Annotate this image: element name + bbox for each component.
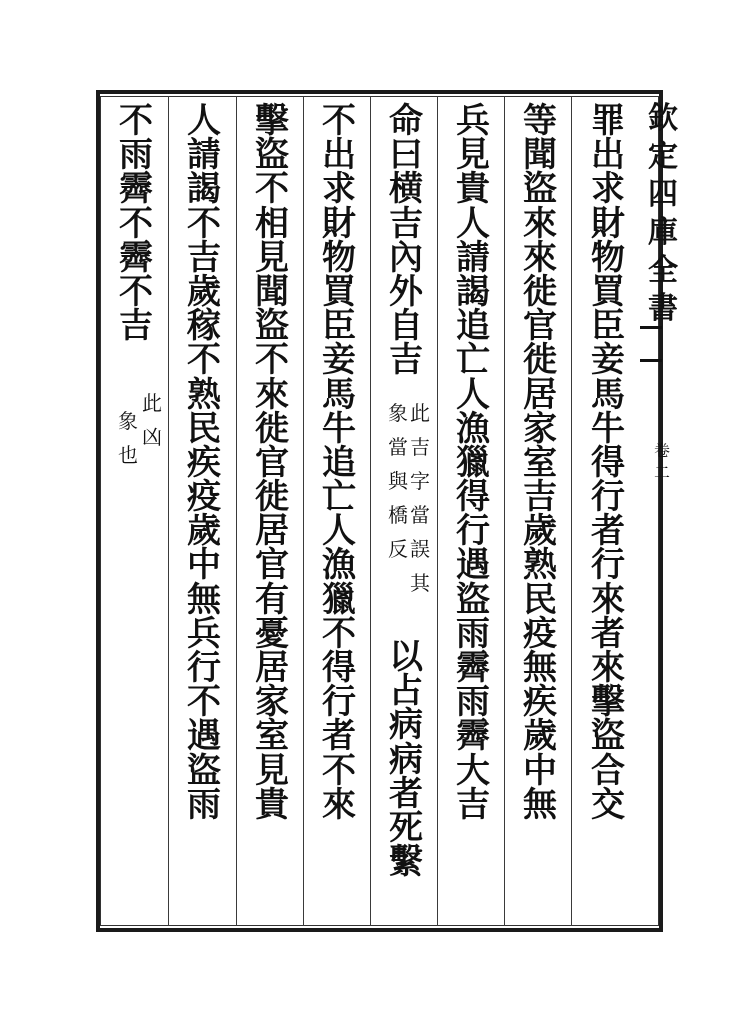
text-char: 人 bbox=[456, 203, 490, 244]
text-char: 謁 bbox=[187, 169, 221, 210]
margin-title-char: 定 bbox=[648, 139, 678, 174]
text-char: 民 bbox=[187, 408, 221, 449]
text-char: 盜 bbox=[255, 306, 289, 347]
text-char: 行 bbox=[456, 511, 490, 552]
note-char: 吉 bbox=[410, 435, 430, 459]
text-char: 不 bbox=[187, 682, 221, 723]
text-char: 徙 bbox=[255, 477, 289, 518]
text-char: 横 bbox=[389, 169, 423, 210]
text-char: 熟 bbox=[187, 374, 221, 415]
text-char: 吉 bbox=[389, 340, 423, 381]
text-char: 不 bbox=[255, 340, 289, 381]
text-char: 家 bbox=[523, 408, 557, 449]
text-char: 霽 bbox=[119, 237, 153, 278]
text-char: 來 bbox=[591, 648, 625, 688]
text-char: 者 bbox=[389, 773, 423, 814]
text-char: 妾 bbox=[322, 340, 356, 381]
text-char: 貴 bbox=[255, 784, 289, 825]
text-char: 不 bbox=[255, 169, 289, 210]
text-char: 不 bbox=[322, 750, 356, 791]
text-char: 漁 bbox=[322, 545, 356, 586]
column-rule bbox=[370, 96, 371, 926]
text-char: 徙 bbox=[255, 408, 289, 449]
text-char: 聞 bbox=[255, 271, 289, 312]
text-char: 雨 bbox=[456, 613, 490, 654]
text-char: 吉 bbox=[119, 306, 153, 347]
text-char: 物 bbox=[591, 237, 625, 278]
text-char: 有 bbox=[255, 579, 289, 620]
text-char: 雨 bbox=[456, 682, 490, 723]
note-char: 其 bbox=[410, 571, 430, 595]
text-char: 臣 bbox=[591, 306, 625, 347]
text-char: 盜 bbox=[591, 716, 625, 757]
text-char: 病 bbox=[389, 705, 423, 746]
text-column-6 bbox=[250, 101, 294, 825]
margin-volume-char: 卷 bbox=[653, 441, 670, 460]
text-char: 盜 bbox=[456, 579, 490, 620]
text-char: 不 bbox=[119, 101, 153, 141]
text-char: 行 bbox=[591, 477, 625, 518]
note-char: 象 bbox=[118, 409, 138, 433]
text-char: 歲 bbox=[187, 511, 221, 552]
text-char: 來 bbox=[523, 237, 557, 278]
text-char: 雨 bbox=[119, 135, 153, 176]
text-char: 妾 bbox=[591, 340, 625, 381]
text-char: 曰 bbox=[389, 135, 423, 176]
text-char: 合 bbox=[591, 750, 625, 791]
text-char: 物 bbox=[322, 237, 356, 278]
text-char: 不 bbox=[322, 101, 356, 141]
text-char: 疾 bbox=[187, 442, 221, 483]
text-char: 買 bbox=[322, 271, 356, 312]
text-char: 歲 bbox=[187, 271, 221, 312]
text-char: 聞 bbox=[523, 135, 557, 176]
text-char: 馬 bbox=[322, 374, 356, 415]
text-column-1 bbox=[586, 101, 630, 825]
text-char: 稼 bbox=[187, 306, 221, 347]
note-char: 此 bbox=[410, 401, 430, 425]
text-char: 民 bbox=[523, 579, 557, 620]
text-column-7 bbox=[182, 101, 226, 825]
text-char: 自 bbox=[389, 306, 423, 347]
text-char: 擊 bbox=[591, 682, 625, 723]
text-char: 得 bbox=[591, 442, 625, 483]
column-rule bbox=[168, 96, 169, 926]
column-rule bbox=[236, 96, 237, 926]
text-char: 出 bbox=[322, 135, 356, 176]
text-char: 等 bbox=[523, 101, 557, 141]
text-char: 來 bbox=[322, 784, 356, 825]
text-char: 疾 bbox=[523, 682, 557, 723]
text-char: 歲 bbox=[523, 716, 557, 757]
text-char: 獵 bbox=[322, 579, 356, 620]
text-char: 亡 bbox=[322, 477, 356, 518]
text-char: 無 bbox=[187, 579, 221, 620]
text-char: 獵 bbox=[456, 442, 490, 483]
text-char: 不 bbox=[119, 203, 153, 244]
text-char: 行 bbox=[187, 648, 221, 688]
text-char: 見 bbox=[255, 237, 289, 278]
text-char: 不 bbox=[119, 271, 153, 312]
text-char: 吉 bbox=[523, 477, 557, 518]
text-char: 亡 bbox=[456, 340, 490, 381]
text-char: 牛 bbox=[322, 408, 356, 449]
text-char: 人 bbox=[456, 374, 490, 415]
text-char: 行 bbox=[322, 682, 356, 723]
text-char: 吉 bbox=[187, 237, 221, 278]
note-char: 象 bbox=[388, 401, 408, 425]
text-char: 官 bbox=[255, 442, 289, 483]
text-char: 者 bbox=[591, 511, 625, 552]
text-char: 得 bbox=[322, 648, 356, 688]
text-char: 請 bbox=[456, 237, 490, 278]
text-column-2 bbox=[518, 101, 562, 825]
text-char: 不 bbox=[187, 203, 221, 244]
annotation-note-right bbox=[140, 386, 164, 454]
text-char: 相 bbox=[255, 203, 289, 244]
text-char: 中 bbox=[523, 750, 557, 791]
text-char: 霽 bbox=[456, 716, 490, 757]
text-char: 死 bbox=[389, 807, 423, 848]
note-char: 與 bbox=[388, 469, 408, 493]
text-char: 求 bbox=[591, 169, 625, 210]
note-char: 此 bbox=[142, 391, 162, 415]
text-char: 徙 bbox=[523, 340, 557, 381]
text-char: 吉 bbox=[456, 784, 490, 825]
text-char: 兵 bbox=[187, 613, 221, 654]
column-rule bbox=[303, 96, 304, 926]
text-char: 盜 bbox=[523, 169, 557, 210]
text-char: 牛 bbox=[591, 408, 625, 449]
text-char: 霽 bbox=[456, 648, 490, 688]
text-char: 疫 bbox=[187, 477, 221, 518]
text-column-8 bbox=[114, 101, 158, 347]
annotation-note-right bbox=[408, 396, 432, 600]
text-char: 罪 bbox=[591, 101, 625, 141]
text-char: 歲 bbox=[523, 511, 557, 552]
text-char: 遇 bbox=[187, 716, 221, 757]
text-column-5 bbox=[317, 101, 361, 825]
text-column-4-upper bbox=[384, 101, 428, 381]
text-char: 得 bbox=[456, 477, 490, 518]
column-rule bbox=[571, 96, 572, 926]
text-char: 買 bbox=[591, 271, 625, 312]
text-char: 吉 bbox=[389, 203, 423, 244]
text-column-3 bbox=[451, 101, 495, 825]
text-char: 憂 bbox=[255, 613, 289, 654]
text-char: 擊 bbox=[255, 101, 289, 141]
annotation-note-left bbox=[386, 396, 410, 566]
note-char: 當 bbox=[388, 435, 408, 459]
text-char: 盜 bbox=[255, 135, 289, 176]
note-char: 凶 bbox=[142, 425, 162, 449]
text-char: 者 bbox=[322, 716, 356, 757]
text-char: 財 bbox=[591, 203, 625, 244]
note-char: 字 bbox=[410, 469, 430, 493]
text-char: 居 bbox=[523, 374, 557, 415]
text-char: 無 bbox=[523, 648, 557, 688]
text-char: 兵 bbox=[456, 101, 490, 141]
text-char: 大 bbox=[456, 750, 490, 791]
margin-title-char: 欽 bbox=[648, 101, 678, 136]
text-char: 室 bbox=[255, 716, 289, 757]
text-char: 熟 bbox=[523, 545, 557, 586]
annotation-note-left bbox=[116, 404, 140, 472]
note-char: 當 bbox=[410, 503, 430, 527]
text-char: 繫 bbox=[389, 842, 423, 883]
text-char: 馬 bbox=[591, 374, 625, 415]
text-char: 內 bbox=[389, 237, 423, 278]
text-char: 臣 bbox=[322, 306, 356, 347]
text-char: 請 bbox=[187, 135, 221, 176]
text-char: 追 bbox=[456, 306, 490, 347]
note-char: 橋 bbox=[388, 503, 408, 527]
text-char: 行 bbox=[591, 545, 625, 586]
text-char: 求 bbox=[322, 169, 356, 210]
fish-tail-ornament bbox=[640, 326, 662, 362]
text-char: 占 bbox=[389, 671, 423, 712]
text-char: 家 bbox=[255, 682, 289, 723]
text-char: 貴 bbox=[456, 169, 490, 210]
text-char: 財 bbox=[322, 203, 356, 244]
text-char: 不 bbox=[322, 613, 356, 654]
margin-title-char: 全 bbox=[648, 253, 678, 288]
margin-title-char: 書 bbox=[648, 291, 678, 326]
margin-title-char: 庫 bbox=[648, 215, 678, 250]
note-char: 誤 bbox=[410, 537, 430, 561]
note-char: 也 bbox=[118, 443, 138, 467]
text-char: 漁 bbox=[456, 408, 490, 449]
text-char: 無 bbox=[523, 784, 557, 825]
text-char: 不 bbox=[187, 340, 221, 381]
text-char: 命 bbox=[389, 101, 423, 141]
text-column-4-lower bbox=[384, 637, 428, 883]
text-char: 來 bbox=[591, 579, 625, 620]
note-char: 反 bbox=[388, 537, 408, 561]
text-char: 來 bbox=[523, 203, 557, 244]
text-char: 出 bbox=[591, 135, 625, 176]
text-char: 官 bbox=[255, 545, 289, 586]
text-char: 霽 bbox=[119, 169, 153, 210]
text-char: 遇 bbox=[456, 545, 490, 586]
column-rule bbox=[504, 96, 505, 926]
text-char: 見 bbox=[456, 135, 490, 176]
text-char: 來 bbox=[255, 374, 289, 415]
text-char: 追 bbox=[322, 442, 356, 483]
text-char: 疫 bbox=[523, 613, 557, 654]
text-char: 官 bbox=[523, 306, 557, 347]
text-char: 盜 bbox=[187, 750, 221, 791]
column-rule bbox=[437, 96, 438, 926]
text-char: 中 bbox=[187, 545, 221, 586]
text-char: 者 bbox=[591, 613, 625, 654]
text-char: 人 bbox=[322, 511, 356, 552]
text-char: 居 bbox=[255, 648, 289, 688]
margin-book-title bbox=[640, 100, 686, 328]
text-char: 見 bbox=[255, 750, 289, 791]
text-char: 外 bbox=[389, 271, 423, 312]
text-char: 人 bbox=[187, 101, 221, 141]
margin-volume-label bbox=[650, 440, 674, 484]
text-char: 病 bbox=[389, 739, 423, 780]
text-char: 謁 bbox=[456, 271, 490, 312]
text-char: 交 bbox=[591, 784, 625, 825]
text-char: 居 bbox=[255, 511, 289, 552]
text-char: 徙 bbox=[523, 271, 557, 312]
text-char: 以 bbox=[389, 637, 423, 677]
margin-volume-char: 二 bbox=[653, 463, 670, 482]
text-char: 雨 bbox=[187, 784, 221, 825]
margin-title-char: 四 bbox=[648, 177, 678, 212]
text-char: 室 bbox=[523, 442, 557, 483]
